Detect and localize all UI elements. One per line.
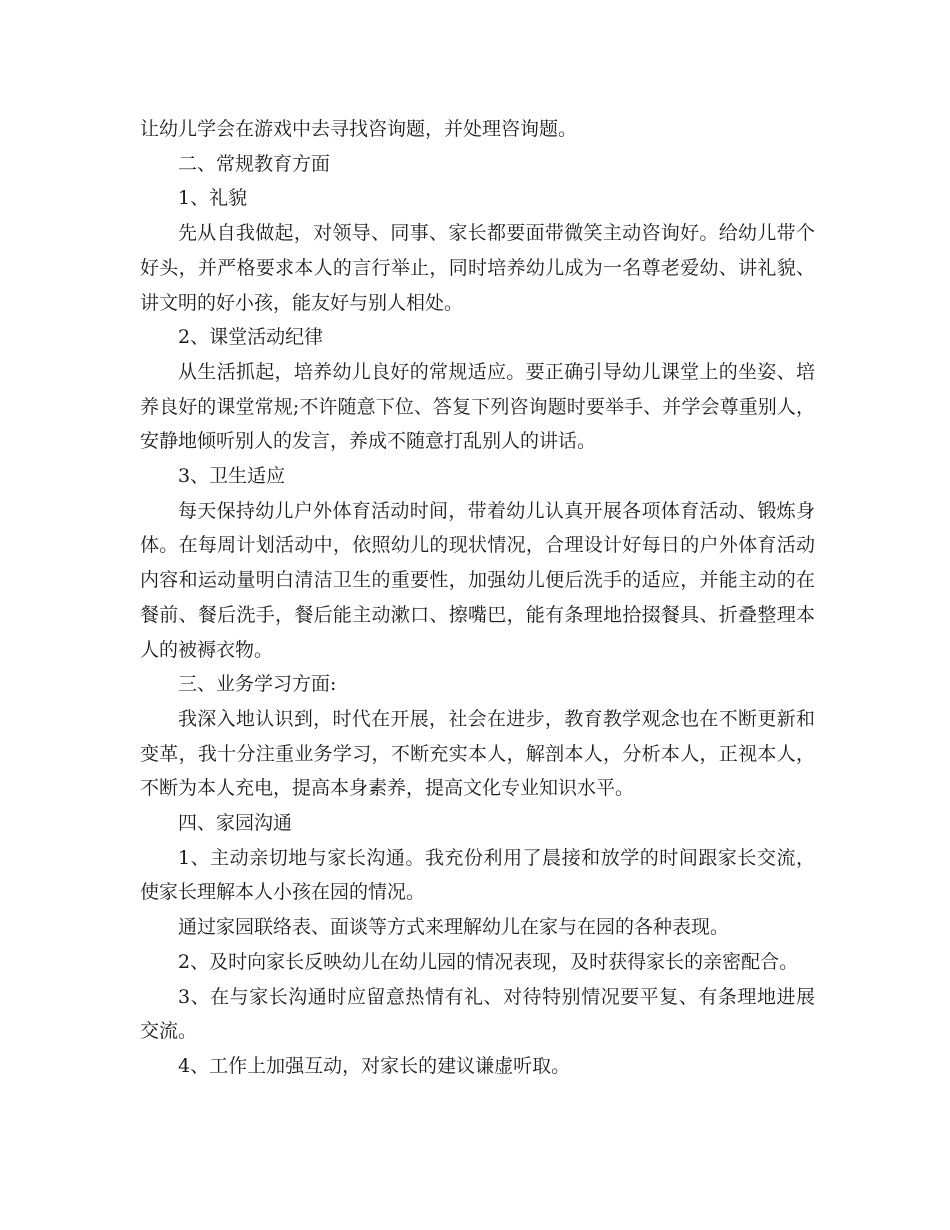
paragraph: 2、及时向家长反映幼儿在幼儿园的情况表现，及时获得家长的亲密配合。 — [178, 950, 799, 973]
paragraph: 我深入地认识到，时代在开展，社会在进步，教育教学观念也在不断更新和变革，我十分注重业务学习，不断充实本人，解剖本人，分析本人，正视本人，不断为本人充电，提高本身素养，提高文化专业知识水平。 — [140, 707, 815, 800]
paragraph: 每天保持幼儿户外体育活动时间，带着幼儿认真开展各项体育活动、锻炼身体。在每周计划活动中，依照幼儿的现状情况，合理设计好每日的户外体育活动内容和运动量明白清洁卫生的重要性，加强幼儿便后洗手的适应，并能主动的在餐前、餐后洗手，餐后能主动漱口、擦嘴巴，能有条理地拾掇餐具、折叠整理本人的被褥衣物。 — [140, 499, 815, 661]
paragraph: 4、工作上加强互动，对家长的建议谦虚听取。 — [178, 1054, 571, 1077]
paragraph: 3、在与家长沟通时应留意热情有礼、对待特别情况要平复、有条理地进展交流。 — [140, 985, 815, 1043]
subsection-heading: 3、卫生适应 — [178, 465, 286, 488]
subsection-heading: 2、课堂活动纪律 — [178, 326, 324, 349]
paragraph: 从生活抓起，培养幼儿良好的常规适应。要正确引导幼儿课堂上的坐姿、培养良好的课堂常规;不许随意下位、答复下列咨询题时要举手、并学会尊重别人，安静地倾听别人的发言，养成不随意打乱别人的讲话。 — [140, 360, 815, 453]
subsection-heading: 1、礼貌 — [178, 187, 248, 210]
paragraph: 1、主动亲切地与家长沟通。我充份利用了晨接和放学的时间跟家长交流，使家长理解本人小孩在园的情况。 — [140, 846, 815, 904]
paragraph: 先从自我做起，对领导、同事、家长都要面带微笑主动咨询好。给幼儿带个好头，并严格要求本人的言行举止，同时培养幼儿成为一名尊老爱幼、讲礼貌、讲文明的好小孩，能友好与别人相处。 — [140, 222, 815, 314]
section-heading: 四、家园沟通 — [178, 812, 293, 835]
paragraph: 通过家园联络表、面谈等方式来理解幼儿在家与在园的各种表现。 — [178, 916, 730, 939]
document-page — [140, 112, 815, 1084]
paragraph: 让幼儿学会在游戏中去寻找咨询题，并处理咨询题。 — [140, 118, 578, 140]
section-heading: 三、业务学习方面: — [178, 673, 337, 696]
section-heading: 二、常规教育方面 — [178, 152, 331, 175]
